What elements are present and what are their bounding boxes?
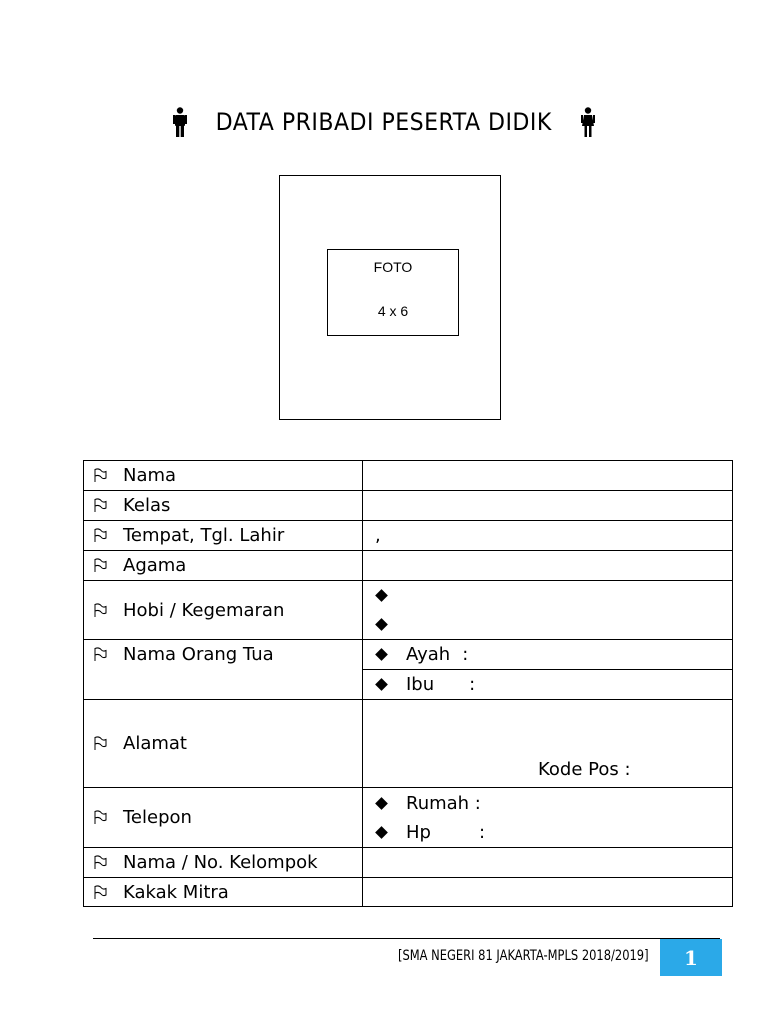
- row-label-agama: Agama: [123, 555, 187, 576]
- page-number: 1: [660, 939, 722, 976]
- hp-label: Hp: [406, 821, 431, 843]
- table-row: [84, 640, 733, 700]
- flag-icon: [93, 736, 108, 751]
- table-row: [84, 491, 733, 521]
- photo-size: 4 x 6: [377, 303, 409, 319]
- row-label-nama: Nama: [123, 465, 177, 486]
- page-title: [0, 102, 768, 142]
- woman-icon: [581, 107, 595, 137]
- flag-icon: [93, 855, 108, 870]
- diamond-icon: [375, 678, 388, 691]
- footer-divider: [93, 938, 720, 939]
- ibu-colon: :: [469, 674, 476, 695]
- man-icon: [173, 107, 187, 137]
- diamond-icon: [375, 618, 388, 631]
- diamond-icon: [375, 589, 388, 602]
- table-row: [84, 461, 733, 491]
- row-label-kelas: Kelas: [123, 495, 171, 516]
- row-label-kakak-mitra: Kakak Mitra: [123, 881, 229, 903]
- footer-text: [SMA NEGERI 81 JAKARTA-MPLS 2018/2019]: [398, 948, 649, 964]
- row-label-hobi: Hobi / Kegemaran: [123, 599, 285, 621]
- flag-icon: [93, 885, 108, 900]
- hp-colon: :: [478, 821, 486, 843]
- table-row: [84, 551, 733, 581]
- flag-icon: [93, 528, 108, 543]
- ayah-label: Ayah: [406, 644, 451, 665]
- row-label-ttl: Tempat, Tgl. Lahir: [123, 525, 285, 546]
- table-row: [84, 848, 733, 878]
- flag-icon: [93, 810, 108, 825]
- kode-pos-label: Kode Pos :: [538, 759, 631, 780]
- hp-phone-field[interactable]: [363, 818, 732, 847]
- table-row: [84, 878, 733, 907]
- row-label-telepon: Telepon: [123, 807, 192, 828]
- hobby-item-2[interactable]: [363, 610, 732, 639]
- diamond-icon: [375, 826, 388, 839]
- table-row: [84, 521, 733, 551]
- alamat-field[interactable]: [363, 700, 733, 788]
- flag-icon: [93, 603, 108, 618]
- flag-icon: [93, 468, 108, 483]
- ayah-field[interactable]: [363, 640, 732, 669]
- table-row: [84, 700, 733, 788]
- hobby-item-1[interactable]: [363, 581, 732, 610]
- ibu-label: Ibu: [406, 674, 435, 695]
- rumah-phone-field[interactable]: [363, 789, 732, 818]
- ayah-colon: :: [462, 644, 469, 665]
- personal-data-table: [83, 460, 733, 907]
- row-value-ttl[interactable]: ,: [375, 525, 381, 546]
- table-row: [84, 581, 733, 640]
- flag-icon: [93, 558, 108, 573]
- table-row: [84, 788, 733, 848]
- title-text: DATA PRIBADI PESERTA DIDIK: [215, 108, 553, 136]
- flag-icon: [93, 647, 108, 662]
- flag-icon: [93, 498, 108, 513]
- photo-frame-inner: [327, 249, 459, 336]
- diamond-icon: [375, 648, 388, 661]
- rumah-label: Rumah :: [406, 792, 481, 814]
- row-label-alamat: Alamat: [123, 733, 187, 754]
- row-label-orang-tua: Nama Orang Tua: [123, 644, 274, 665]
- diamond-icon: [375, 797, 388, 810]
- row-label-kelompok: Nama / No. Kelompok: [123, 852, 318, 873]
- photo-label: FOTO: [373, 259, 413, 275]
- ibu-field[interactable]: [363, 669, 732, 699]
